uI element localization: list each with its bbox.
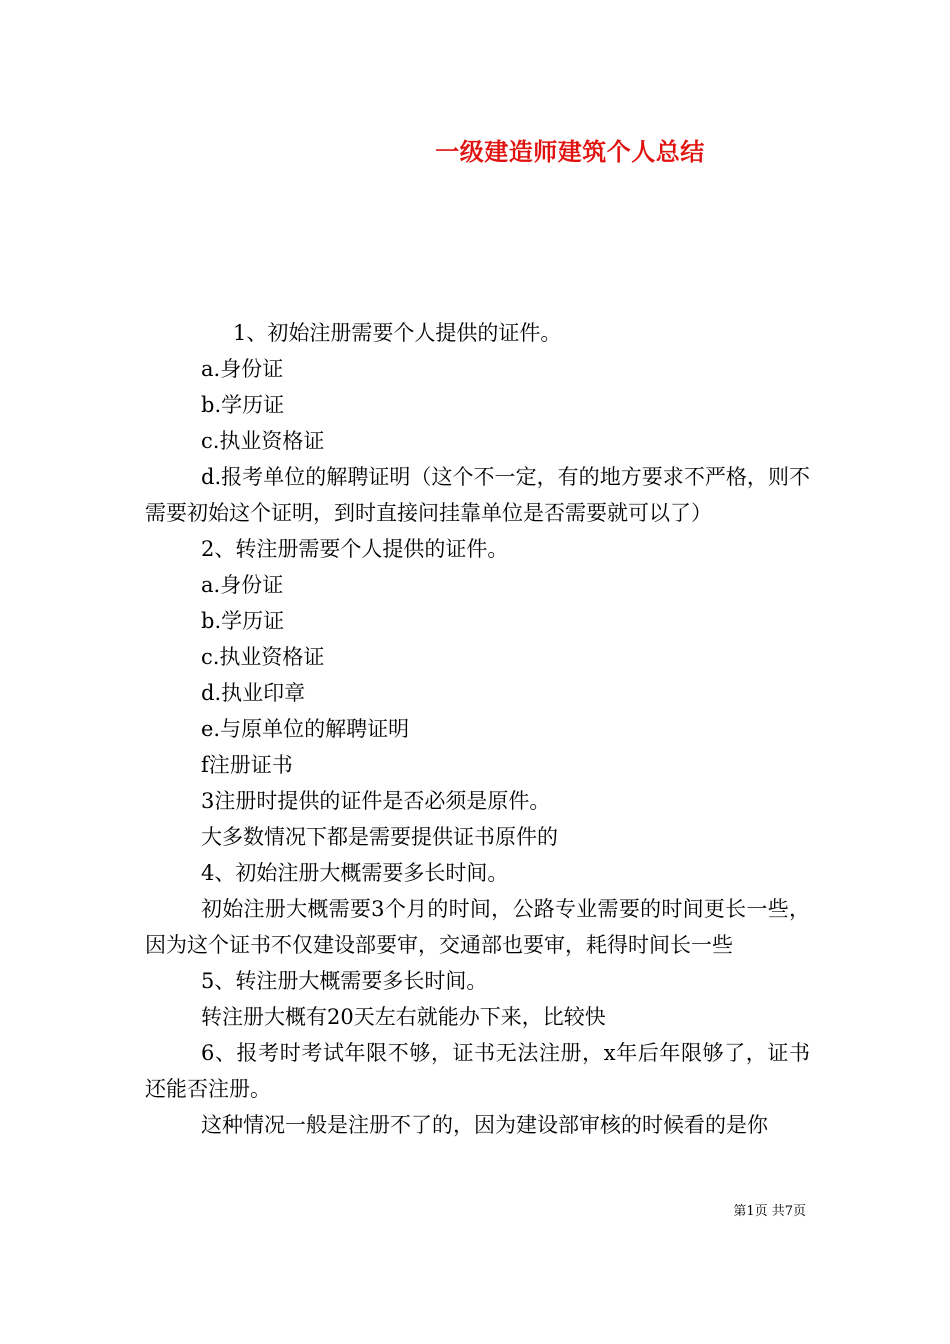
paragraph-15: 4、初始注册大概需要多长时间。 [201,861,509,885]
paragraph-4: c.执业资格证 [201,429,325,453]
document-title: 一级建造师建筑个人总结 [435,137,705,166]
paragraph-2: a.身份证 [201,357,284,381]
paragraph-16: 初始注册大概需要3个月的时间，公路专业需要的时间更长一些，因为这个证书不仅建设部要审，交通部也要审，耗得时间长一些 [145,897,810,957]
paragraph-7: a.身份证 [201,573,284,597]
paragraph-8: b.学历证 [201,609,285,633]
paragraph-9: c.执业资格证 [201,645,325,669]
paragraph-14: 大多数情况下都是需要提供证书原件的 [201,825,558,849]
page-footer: 第1页 共7页 [733,1204,806,1219]
paragraph-1: 1、初始注册需要个人提供的证件。 [233,321,562,345]
paragraph-6: 2、转注册需要个人提供的证件。 [201,537,509,561]
paragraph-19: 6、报考时考试年限不够，证书无法注册，x年后年限够了，证书还能否注册。 [145,1041,810,1101]
paragraph-12: f注册证书 [201,753,293,777]
paragraph-5: d.报考单位的解聘证明（这个不一定，有的地方要求不严格，则不需要初始这个证明，到时直接问挂靠单位是否需要就可以了） [145,465,810,525]
paragraph-11: e.与原单位的解聘证明 [201,717,410,741]
paragraph-10: d.执业印章 [201,681,306,705]
document-body [145,315,810,1143]
paragraph-13: 3注册时提供的证件是否必须是原件。 [201,789,551,813]
paragraph-20: 这种情况一般是注册不了的，因为建设部审核的时候看的是你 [201,1113,768,1137]
paragraph-18: 转注册大概有20天左右就能办下来，比较快 [201,1005,606,1029]
paragraph-3: b.学历证 [201,393,285,417]
paragraph-17: 5、转注册大概需要多长时间。 [201,969,488,993]
